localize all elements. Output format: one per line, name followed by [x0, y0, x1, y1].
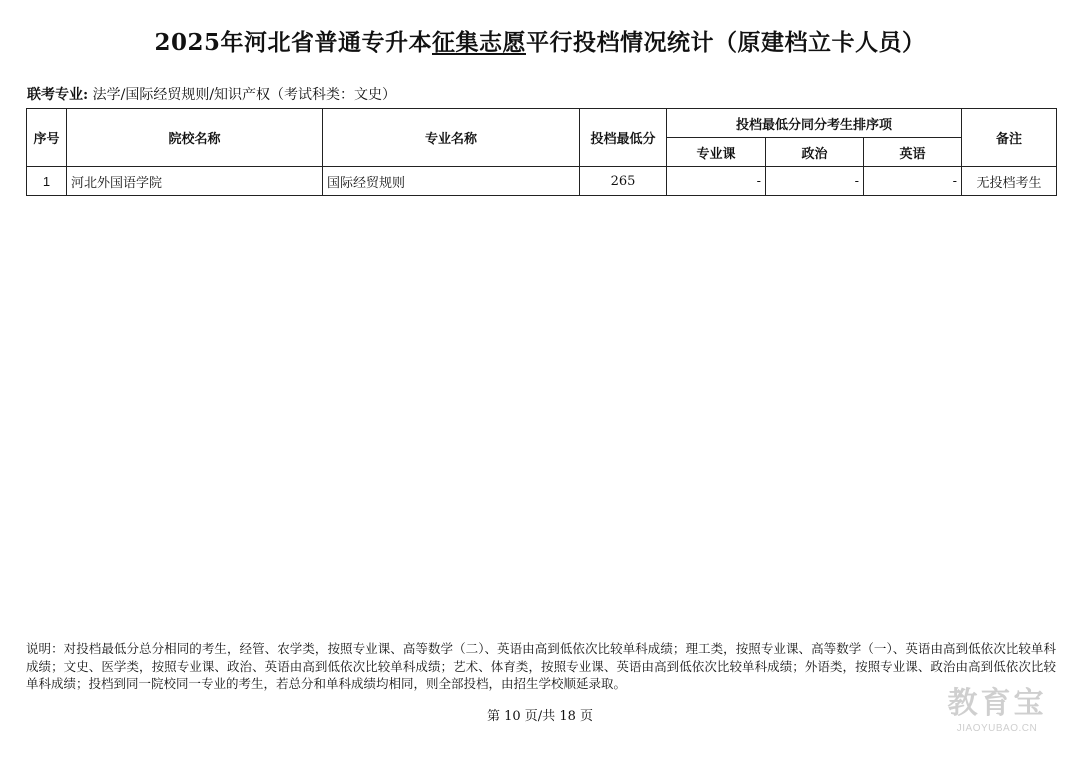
- major-label: 联考专业:: [27, 87, 89, 103]
- header-min-score: 投档最低分: [580, 109, 667, 167]
- cell-school: 河北外国语学院: [67, 167, 323, 196]
- header-professional: 专业课: [667, 138, 766, 167]
- header-major: 专业名称: [323, 109, 580, 167]
- watermark-sub: JIAOYUBAO.CN: [956, 723, 1038, 734]
- header-school: 院校名称: [67, 109, 323, 167]
- page-number: 第 10 页/共 18 页: [487, 709, 593, 724]
- major-line: [27, 84, 396, 104]
- header-politics: 政治: [766, 138, 864, 167]
- watermark-logo: [936, 686, 1058, 746]
- cell-remark: 无投档考生: [962, 167, 1057, 196]
- header-tie-group: 投档最低分同分考生排序项: [667, 109, 962, 138]
- title-prefix: 2025年河北省普通专升本: [154, 29, 432, 56]
- watermark-main: 教育宝: [947, 686, 1047, 721]
- major-value: 法学/国际经贸规则/知识产权（考试科类：文史）: [92, 87, 397, 103]
- title-suffix: 平行投档情况统计（原建档立卡人员）: [526, 29, 926, 56]
- cell-major: 国际经贸规则: [323, 167, 580, 196]
- document-title: [0, 24, 1080, 57]
- cell-politics: -: [766, 167, 864, 196]
- explanation-note: 说明：对投档最低分总分相同的考生，经管、农学类，按照专业课、高等数学（二）、英语由高到低依次比较单科成绩；理工类，按照专业课、高等数学（一）、英语由高到低依次比较单科成绩；文史、医学类，按照专业课、政治、英语由高到低依次比较单科成绩；艺术、体育类，按照专业课、英语由高到低依次比较单科成绩；外语类，按照专业课、政治由高到低依次比较单科成绩；投档到同一院校同一专业的考生，若总分和单科成绩均相同，则全部投档，由招生学校顺延录取。: [26, 641, 1056, 691]
- cell-professional: -: [667, 167, 766, 196]
- header-seq: 序号: [27, 109, 67, 167]
- cell-english: -: [864, 167, 962, 196]
- table-row: [27, 167, 1057, 196]
- cell-seq: 1: [27, 167, 67, 196]
- admission-table: [26, 108, 1057, 196]
- title-underlined: 征集志愿: [432, 29, 526, 56]
- cell-min-score: 265: [580, 167, 667, 196]
- header-english: 英语: [864, 138, 962, 167]
- header-remark: 备注: [962, 109, 1057, 167]
